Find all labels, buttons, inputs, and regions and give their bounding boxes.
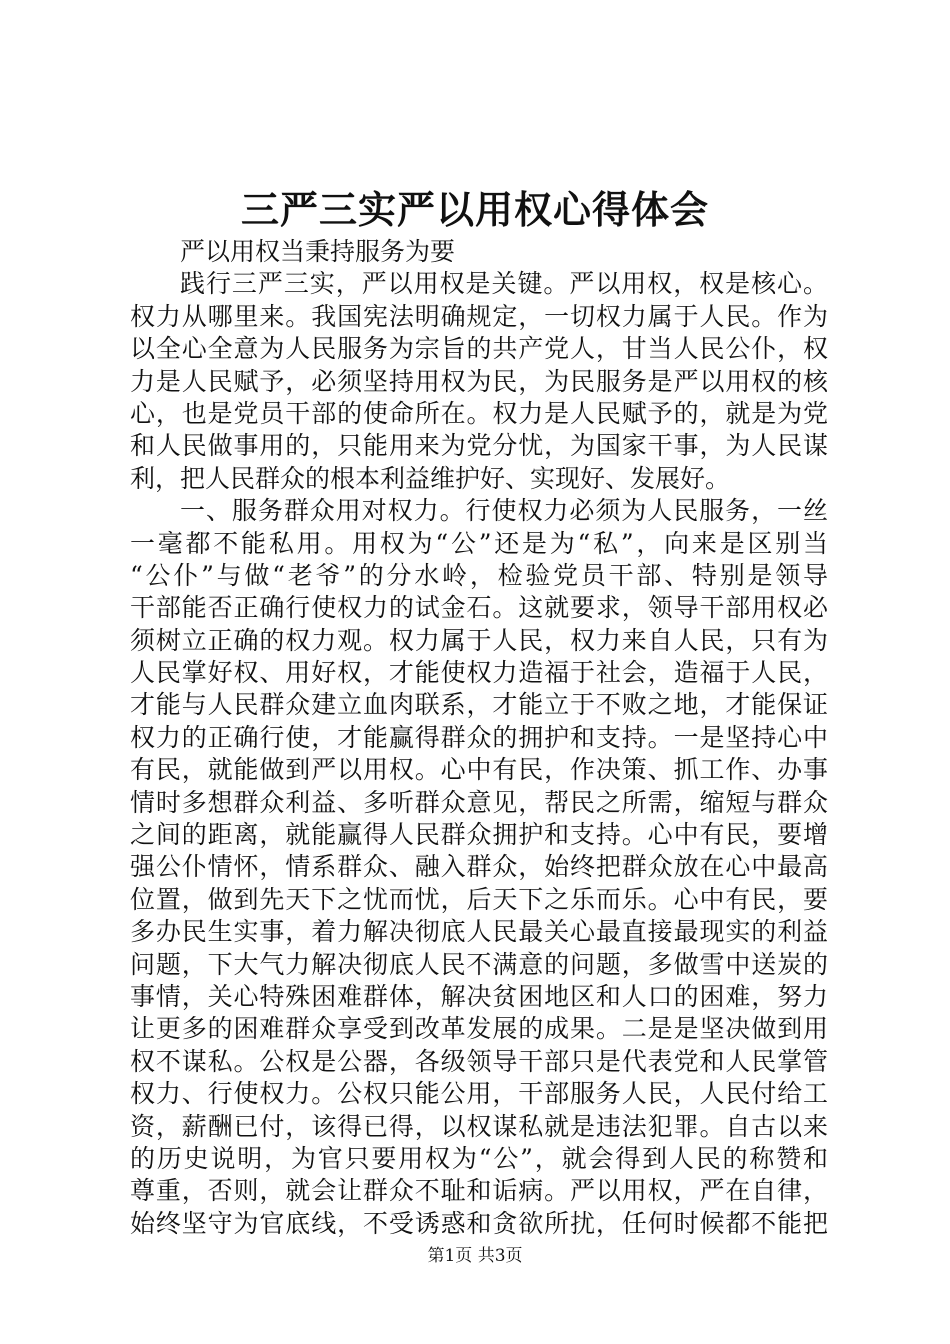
text-line: 权不谋私。公权是公器，各级领导干部只是代表党和人民掌管: [130, 1046, 828, 1076]
text-line: 事情，关心特殊困难群体，解决贫困地区和人口的困难，努力: [130, 981, 828, 1011]
text-line: 践行三严三实，严以用权是关键。严以用权，权是核心。: [180, 269, 828, 299]
text-line: “公仆”与做“老爷”的分水岭，检验党员干部、特别是领导: [130, 560, 828, 590]
text-line: 须树立正确的权力观。权力属于人民，权力来自人民，只有为: [130, 625, 828, 655]
text-line: 问题，下大气力解决彻底人民不满意的问题，多做雪中送炭的: [130, 949, 828, 979]
text-line: 一毫都不能私用。用权为“公”还是为“私”，向来是区别当: [130, 528, 828, 558]
text-line: 和人民做事用的，只能用来为党分忧，为国家干事，为人民谋: [130, 431, 828, 461]
text-line: 位置，做到先天下之忧而忧，后天下之乐而乐。心中有民，要: [130, 884, 828, 914]
page-footer: 第1页 共3页: [427, 1246, 523, 1266]
text-line: 的历史说明，为官只要用权为“公”，就会得到人民的称赞和: [130, 1143, 828, 1173]
body-text: [130, 236, 828, 1240]
text-line: 始终坚守为官底线，不受诱惑和贪欲所扰，任何时候都不能把: [130, 1208, 828, 1238]
text-line: 强公仆情怀，情系群众、融入群众，始终把群众放在心中最高: [130, 852, 828, 882]
text-line: 尊重，否则，就会让群众不耻和诟病。严以用权，严在自律，: [130, 1176, 828, 1206]
text-line: 严以用权当秉持服务为要: [180, 237, 456, 266]
text-line: 以全心全意为人民服务为宗旨的共产党人，甘当人民公仆，权: [130, 334, 828, 364]
text-line: 让更多的困难群众享受到改革发展的成果。二是是坚决做到用: [130, 1014, 828, 1044]
text-line: 心，也是党员干部的使命所在。权力是人民赋予的，就是为党: [130, 398, 828, 428]
text-line: 有民，就能做到严以用权。心中有民，作决策、抓工作、办事: [130, 755, 828, 785]
text-line: 人民掌好权、用好权，才能使权力造福于社会，造福于人民，: [130, 658, 828, 688]
text-line: 力是人民赋予，必须坚持用权为民，为民服务是严以用权的核: [130, 366, 828, 396]
text-line: 一、服务群众用对权力。行使权力必须为人民服务，一丝: [180, 496, 828, 526]
text-line: 干部能否正确行使权力的试金石。这就要求，领导干部用权必: [130, 593, 828, 623]
text-line: 才能与人民群众建立血肉联系，才能立于不败之地，才能保证: [130, 690, 828, 720]
text-line: 权力的正确行使，才能赢得群众的拥护和支持。一是坚持心中: [130, 722, 828, 752]
text-line: 资，薪酬已付，该得已得，以权谋私就是违法犯罪。自古以来: [130, 1111, 828, 1141]
text-line: 之间的距离，就能赢得人民群众拥护和支持。心中有民，要增: [130, 820, 828, 850]
text-line: 利，把人民群众的根本利益维护好、实现好、发展好。: [130, 463, 731, 493]
page-title: 三严三实严以用权心得体会: [240, 187, 709, 232]
text-line: 权力、行使权力。公权只能公用，干部服务人民，人民付给工: [130, 1079, 828, 1109]
text-line: 权力从哪里来。我国宪法明确规定，一切权力属于人民。作为: [130, 301, 828, 331]
text-line: 情时多想群众利益、多听群众意见，帮民之所需，缩短与群众: [130, 787, 828, 817]
text-line: 多办民生实事，着力解决彻底人民最关心最直接最现实的利益: [130, 917, 828, 947]
